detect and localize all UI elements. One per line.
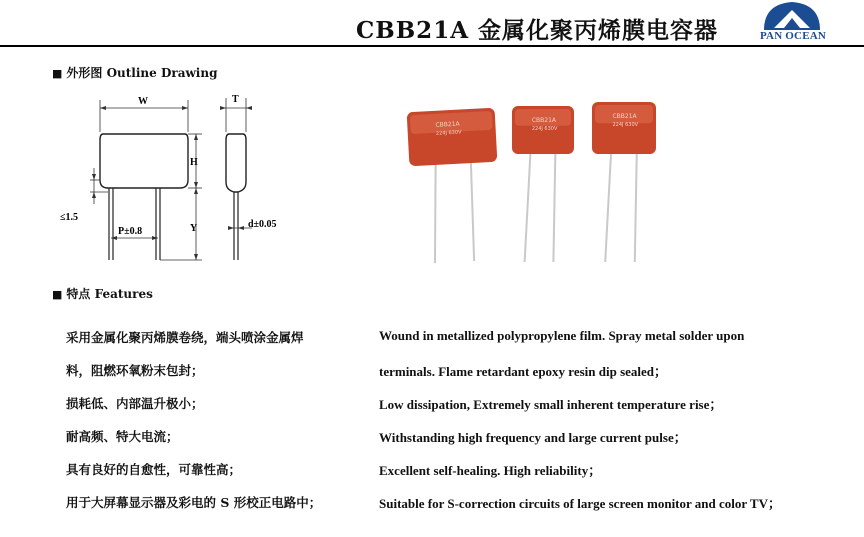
capacitor-marking-line1: CBB21A xyxy=(435,120,460,129)
lead-length-label: Y xyxy=(190,223,198,234)
feature-en-1: Wound in metallized polypropylene film. Spray metal solder upon xyxy=(379,328,745,343)
document-title: CBB21A 金属化聚丙烯膜电容器 xyxy=(356,17,719,44)
capacitor-marking-line2: 224J 630V xyxy=(612,122,639,128)
feature-zh-6: 用于大屏幕显示器及彩电的 S 形校正电路中； xyxy=(66,495,322,510)
feature-zh-3: 损耗低、内部温升极小； xyxy=(66,396,204,411)
feature-zh-4: 耐高频、特大电流； xyxy=(66,429,179,444)
square-bullet-icon: ■ xyxy=(52,67,63,80)
offset-label: ≤1.5 xyxy=(60,212,78,223)
feature-zh-5: 具有良好的自愈性，可靠性高； xyxy=(66,462,242,477)
outline-drawing xyxy=(60,92,300,264)
feature-zh-1: 采用金属化聚丙烯膜卷绕，端头喷涂金属焊 xyxy=(66,330,304,345)
product-photo xyxy=(400,90,680,268)
capacitor-marking-line1: CBB21A xyxy=(531,117,557,124)
capacitor-2 xyxy=(512,106,574,262)
height-label: H xyxy=(190,157,198,168)
capacitor-marking-line2: 224J 630V xyxy=(435,129,462,137)
square-bullet-icon: ■ xyxy=(52,288,63,301)
capacitor-1 xyxy=(407,108,503,264)
features-heading-label: 特点 Features xyxy=(66,287,153,301)
capacitor-marking-line1: CBB21A xyxy=(612,113,637,120)
feature-en-2: terminals. Flame retardant epoxy resin dip sealed； xyxy=(379,364,668,379)
lead-diameter-label: d±0.05 xyxy=(248,219,277,230)
capacitor-3 xyxy=(592,102,656,262)
capacitor-marking-line2: 224J 630V xyxy=(531,126,558,132)
width-label: W xyxy=(138,96,148,107)
thickness-label: T xyxy=(232,94,239,105)
pitch-label: P±0.8 xyxy=(118,226,143,237)
feature-zh-2: 料，阻燃环氧粉末包封； xyxy=(66,363,204,378)
features-section-heading xyxy=(52,285,153,302)
feature-en-6: Suitable for S-correction circuits of large screen monitor and color TV； xyxy=(379,496,781,511)
feature-en-3: Low dissipation, Extremely small inherent temperature rise； xyxy=(379,397,723,412)
header-divider xyxy=(0,45,864,47)
outline-section-heading xyxy=(52,64,217,81)
feature-en-5: Excellent self-healing. High reliability； xyxy=(379,463,602,478)
outline-heading-label: 外形图 Outline Drawing xyxy=(66,66,218,80)
logo-text: PAN OCEAN xyxy=(759,30,827,42)
feature-en-4: Withstanding high frequency and large current pulse； xyxy=(379,430,687,445)
